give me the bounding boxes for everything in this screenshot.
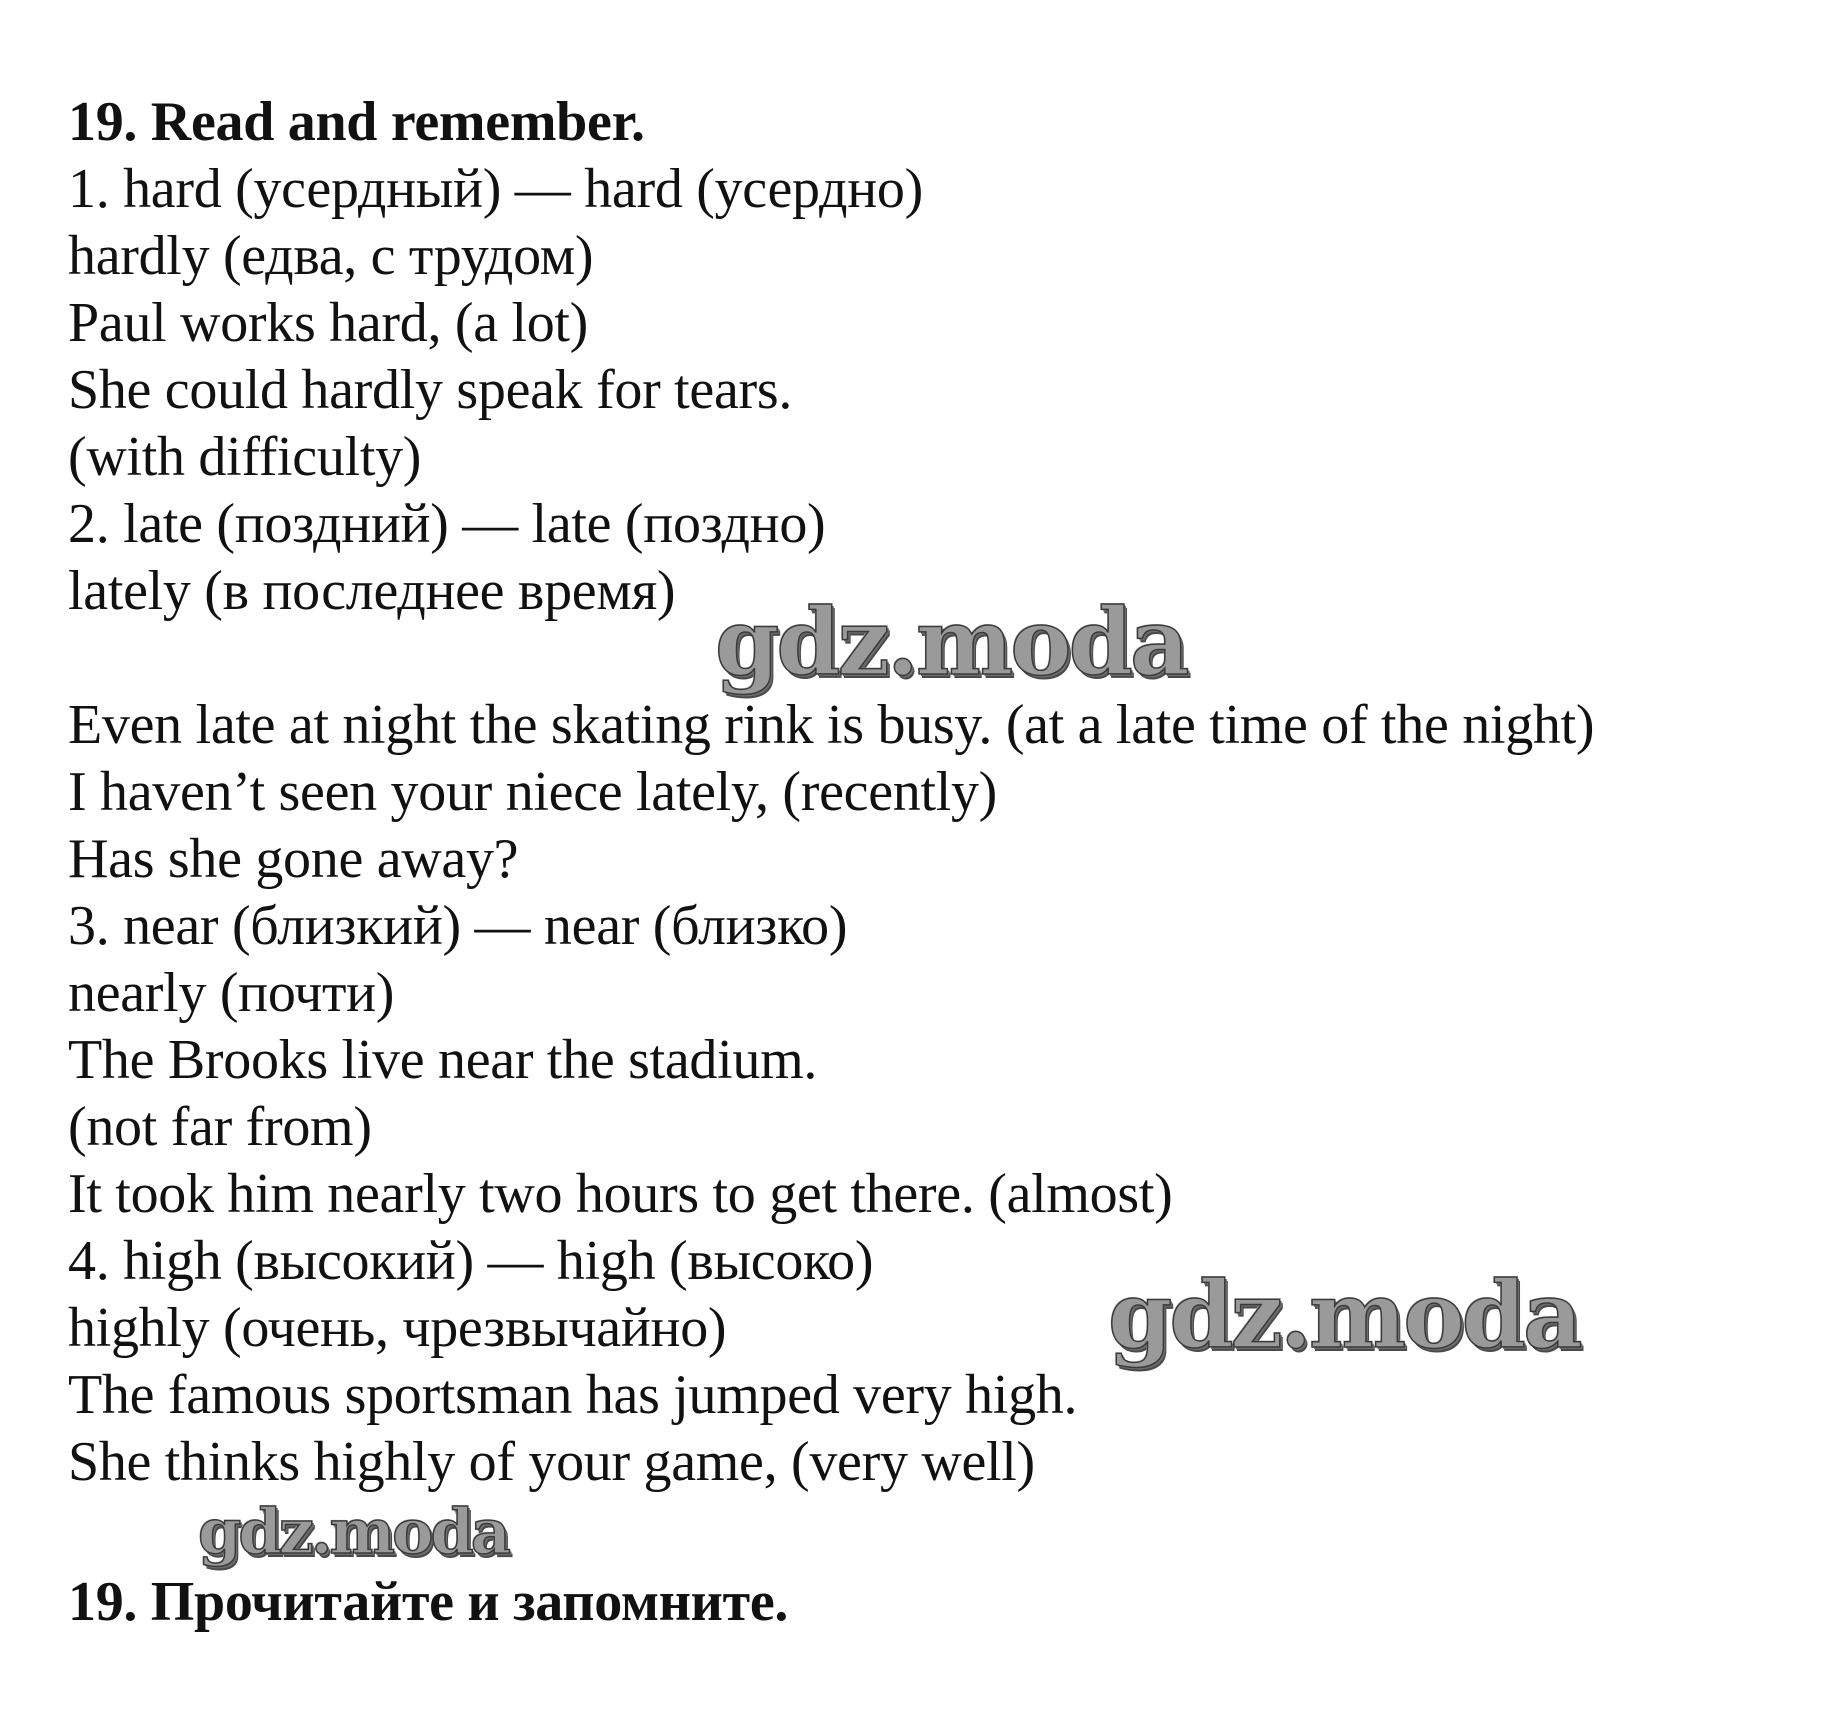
text-line: highly (очень, чрезвычайно) — [68, 1297, 727, 1359]
text-line: 4. high (высокий) — high (высоко) — [68, 1230, 874, 1292]
text-line: (with difficulty) — [68, 426, 422, 488]
text-line: The Brooks live near the stadium. — [68, 1029, 818, 1091]
watermark: gdz.moda — [1108, 1261, 1580, 1369]
text-line: 3. near (близкий) — near (близко) — [68, 895, 848, 957]
text-line: Even late at night the skating rink is busy. (at a late time of the night) — [68, 694, 1595, 756]
text-line: Has she gone away? — [68, 828, 519, 890]
exercise-heading-en: 19. Read and remember. — [68, 91, 645, 153]
text-line: The famous sportsman has jumped very high. — [68, 1364, 1078, 1426]
text-line: lately (в последнее время) — [68, 560, 676, 622]
text-line: hardly (едва, с трудом) — [68, 225, 594, 287]
text-line: 1. hard (усердный) — hard (усердно) — [68, 158, 923, 220]
text-line: nearly (почти) — [68, 962, 395, 1024]
text-line: She thinks highly of your game, (very well) — [68, 1431, 1035, 1493]
text-line: (not far from) — [68, 1096, 372, 1158]
text-line: 2. late (поздний) — late (поздно) — [68, 493, 826, 555]
text-line: I haven’t seen your niece lately, (recently) — [68, 761, 998, 823]
watermark: gdz.moda — [715, 588, 1187, 696]
exercise-heading-ru: 19. Прочитайте и запомните. — [68, 1571, 789, 1633]
watermark: gdz.moda — [198, 1495, 508, 1568]
text-line: It took him nearly two hours to get there. (almost) — [68, 1163, 1173, 1225]
text-line: She could hardly speak for tears. — [68, 359, 793, 421]
text-line: Paul works hard, (a lot) — [68, 292, 589, 354]
